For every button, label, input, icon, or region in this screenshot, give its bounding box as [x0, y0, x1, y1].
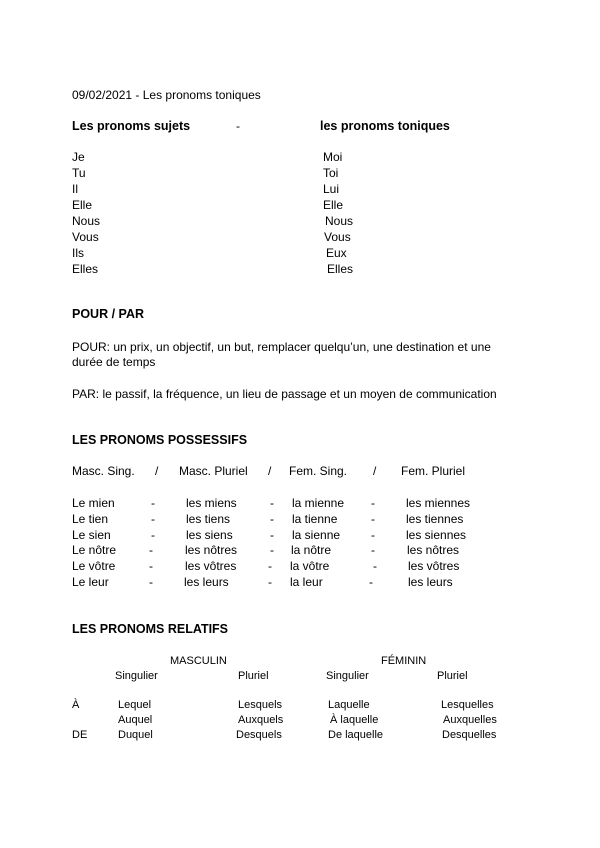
- possessive-column-header: Masc. Sing.: [72, 464, 135, 478]
- tonic-pronoun: Eux: [326, 246, 347, 260]
- row-separator: -: [371, 512, 375, 526]
- row-separator: -: [270, 543, 274, 557]
- tonic-pronoun: Nous: [325, 214, 354, 228]
- relative-pronouns-heading: LES PRONOMS RELATIFS: [72, 622, 229, 636]
- row-separator: -: [371, 528, 375, 542]
- relative-subheader: Pluriel: [238, 670, 269, 682]
- relative-cell: À laquelle: [330, 714, 379, 726]
- row-separator: -: [149, 543, 153, 557]
- possessive-cell: la sienne: [292, 528, 341, 542]
- feminine-group-header: FÉMININ: [381, 655, 427, 667]
- relative-subheader: Singulier: [115, 670, 158, 682]
- relative-preposition: À: [72, 699, 80, 711]
- row-separator: -: [270, 528, 274, 542]
- relative-cell: Lesquels: [238, 699, 283, 711]
- possessive-cell: les tiennes: [406, 512, 464, 526]
- possessive-column-header: Fem. Pluriel: [401, 464, 466, 478]
- tonic-pronoun: Elle: [323, 198, 344, 212]
- possessive-cell: les miennes: [406, 496, 471, 510]
- possessive-cell: les vôtres: [408, 559, 460, 573]
- possessive-cell: les siennes: [406, 528, 467, 542]
- possessive-cell: Le vôtre: [72, 559, 116, 573]
- pour-par-heading: POUR / PAR: [72, 307, 144, 321]
- possessive-column-header: Fem. Sing.: [289, 464, 348, 478]
- possessive-cell: la vôtre: [290, 559, 330, 573]
- row-separator: -: [268, 559, 272, 573]
- row-separator: -: [268, 575, 272, 589]
- subject-pronoun: Elles: [72, 262, 99, 276]
- tonic-pronoun: Toi: [323, 166, 339, 180]
- possessive-cell: la mienne: [292, 496, 345, 510]
- relative-cell: Laquelle: [328, 699, 370, 711]
- row-separator: -: [151, 528, 155, 542]
- masculine-group-header: MASCULIN: [170, 655, 227, 667]
- relative-subheader: Singulier: [326, 670, 369, 682]
- heading-separator: -: [236, 119, 240, 133]
- row-separator: -: [371, 543, 375, 557]
- row-separator: -: [270, 496, 274, 510]
- subject-pronoun: Nous: [72, 214, 101, 228]
- relative-cell: De laquelle: [328, 729, 384, 741]
- row-separator: -: [371, 496, 375, 510]
- possessive-cell: la tienne: [292, 512, 338, 526]
- subject-pronouns-heading: Les pronoms sujets: [72, 119, 191, 133]
- subject-pronoun: Tu: [72, 166, 86, 180]
- tonic-pronoun: Moi: [323, 150, 343, 164]
- tonic-pronoun: Lui: [323, 182, 340, 196]
- tonic-pronoun: Elles: [327, 262, 354, 276]
- possessive-cell: les vôtres: [185, 559, 237, 573]
- possessive-column-header: Masc. Pluriel: [179, 464, 248, 478]
- row-separator: -: [270, 512, 274, 526]
- par-description: PAR: le passif, la fréquence, un lieu de passage et un moyen de communication: [72, 387, 497, 401]
- relative-cell: Lequel: [118, 699, 152, 711]
- row-separator: -: [149, 559, 153, 573]
- row-separator: -: [151, 512, 155, 526]
- subject-pronoun: Il: [72, 182, 78, 196]
- pour-description-line2: durée de temps: [72, 355, 156, 369]
- subject-pronoun: Elle: [72, 198, 93, 212]
- relative-cell: Duquel: [118, 729, 153, 741]
- relative-cell: Auxquelles: [443, 714, 497, 726]
- possessive-pronouns-heading: LES PRONOMS POSSESSIFS: [72, 433, 248, 447]
- tonic-pronoun: Vous: [324, 230, 351, 244]
- row-separator: -: [369, 575, 373, 589]
- possessive-cell: Le mien: [72, 496, 115, 510]
- possessive-cell: les siens: [186, 528, 233, 542]
- relative-subheader: Pluriel: [437, 670, 468, 682]
- subject-pronoun: Vous: [72, 230, 99, 244]
- row-separator: -: [373, 559, 377, 573]
- possessive-cell: Le sien: [72, 528, 111, 542]
- possessive-cell: Le nôtre: [72, 543, 117, 557]
- subject-pronoun: Ils: [72, 246, 84, 260]
- possessive-cell: Le tien: [72, 512, 109, 526]
- header-separator: /: [268, 464, 272, 478]
- relative-cell: Desquels: [236, 729, 282, 741]
- header-separator: /: [155, 464, 159, 478]
- relative-preposition: DE: [72, 729, 88, 741]
- possessive-cell: les leurs: [408, 575, 453, 589]
- possessive-cell: les leurs: [184, 575, 229, 589]
- relative-cell: Desquelles: [442, 729, 497, 741]
- row-separator: -: [151, 496, 155, 510]
- possessive-cell: la leur: [290, 575, 323, 589]
- possessive-cell: les miens: [186, 496, 237, 510]
- subject-pronoun: Je: [72, 150, 85, 164]
- possessive-cell: la nôtre: [291, 543, 332, 557]
- relative-cell: Lesquelles: [441, 699, 494, 711]
- page-date-title: 09/02/2021 - Les pronoms toniques: [72, 88, 261, 102]
- possessive-cell: Le leur: [72, 575, 109, 589]
- relative-cell: Auquel: [118, 714, 153, 726]
- row-separator: -: [149, 575, 153, 589]
- tonic-pronouns-heading: les pronoms toniques: [320, 119, 450, 133]
- relative-cell: Auxquels: [238, 714, 284, 726]
- header-separator: /: [373, 464, 377, 478]
- pour-description-line1: POUR: un prix, un objectif, un but, remplacer quelqu’un, une destination et une: [72, 340, 491, 354]
- possessive-cell: les nôtres: [185, 543, 238, 557]
- possessive-cell: les nôtres: [407, 543, 460, 557]
- possessive-cell: les tiens: [186, 512, 231, 526]
